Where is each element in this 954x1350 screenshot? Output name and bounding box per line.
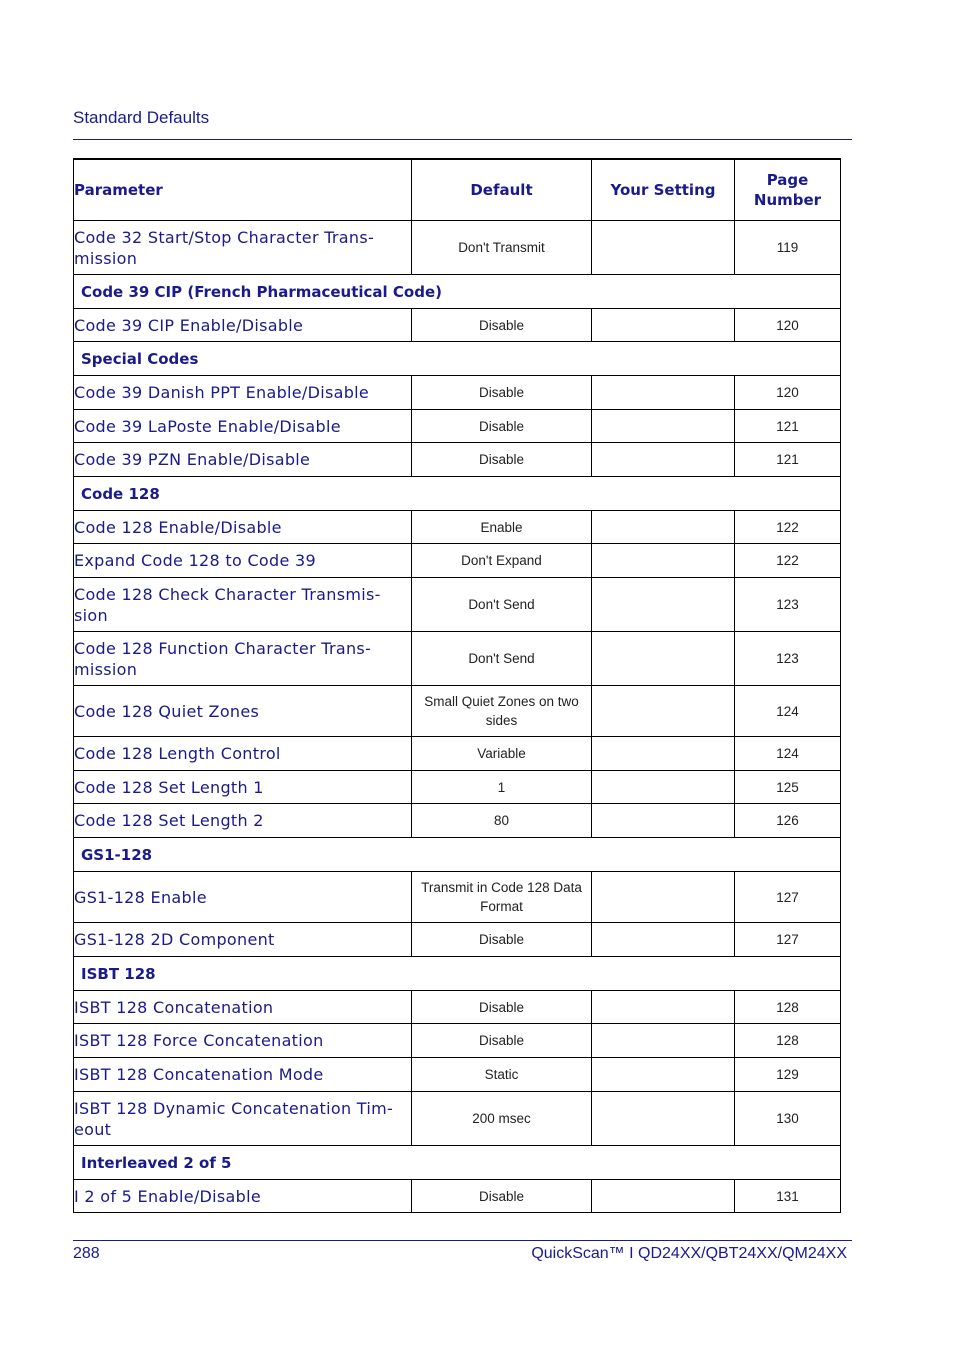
your-setting-cell xyxy=(592,872,735,923)
default-cell: Small Quiet Zones on two sides xyxy=(412,686,592,737)
table-section-row xyxy=(74,275,841,309)
column-header-your-setting: Your Setting xyxy=(592,159,735,221)
your-setting-cell xyxy=(592,1092,735,1146)
page-number-cell: 127 xyxy=(735,923,841,957)
section-label: GS1-128 xyxy=(74,838,841,872)
table-row xyxy=(74,578,841,632)
default-cell: Don't Send xyxy=(412,578,592,632)
default-cell: Enable xyxy=(412,511,592,544)
page-number-cell: 125 xyxy=(735,771,841,804)
table-section-row xyxy=(74,838,841,872)
parameter-cell: Code 128 Quiet Zones xyxy=(74,686,412,737)
parameter-cell: Code 128 Check Character Transmis- sion xyxy=(74,578,412,632)
page-number-cell: 123 xyxy=(735,578,841,632)
your-setting-cell xyxy=(592,376,735,410)
parameter-cell: Code 128 Set Length 1 xyxy=(74,771,412,804)
table-row xyxy=(74,686,841,737)
default-cell: Disable xyxy=(412,309,592,342)
default-cell: 200 msec xyxy=(412,1092,592,1146)
default-cell: Don't Transmit xyxy=(412,221,592,275)
page-number-cell: 122 xyxy=(735,544,841,578)
parameter-cell: Code 128 Set Length 2 xyxy=(74,804,412,838)
section-label: Code 128 xyxy=(74,477,841,511)
your-setting-cell xyxy=(592,511,735,544)
default-cell: Don't Send xyxy=(412,632,592,686)
table-row xyxy=(74,443,841,477)
table-row xyxy=(74,511,841,544)
default-cell: Variable xyxy=(412,737,592,771)
default-cell: Disable xyxy=(412,1180,592,1213)
table-row xyxy=(74,1024,841,1058)
table-header-row xyxy=(74,159,841,221)
parameter-cell: Code 32 Start/Stop Character Trans- mission xyxy=(74,221,412,275)
page-number-cell: 124 xyxy=(735,686,841,737)
section-label: Code 39 CIP (French Pharmaceutical Code) xyxy=(74,275,841,309)
table-row xyxy=(74,221,841,275)
section-label: Special Codes xyxy=(74,342,841,376)
page-number-cell: 127 xyxy=(735,872,841,923)
section-label: Interleaved 2 of 5 xyxy=(74,1146,841,1180)
default-cell: Disable xyxy=(412,1024,592,1058)
default-cell: 1 xyxy=(412,771,592,804)
footer-rule xyxy=(73,1240,852,1241)
page-number-cell: 131 xyxy=(735,1180,841,1213)
table-row xyxy=(74,872,841,923)
parameter-cell: Code 39 CIP Enable/Disable xyxy=(74,309,412,342)
parameter-cell: ISBT 128 Dynamic Concatenation Tim- eout xyxy=(74,1092,412,1146)
default-cell: Static xyxy=(412,1058,592,1092)
page-number-cell: 128 xyxy=(735,991,841,1024)
table-row xyxy=(74,804,841,838)
your-setting-cell xyxy=(592,544,735,578)
your-setting-cell xyxy=(592,737,735,771)
column-header-parameter: Parameter xyxy=(74,159,412,221)
table-row xyxy=(74,1180,841,1213)
table-row xyxy=(74,376,841,410)
table-row xyxy=(74,632,841,686)
your-setting-cell xyxy=(592,771,735,804)
default-cell: Transmit in Code 128 Data Format xyxy=(412,872,592,923)
default-cell: Disable xyxy=(412,376,592,410)
your-setting-cell xyxy=(592,1058,735,1092)
your-setting-cell xyxy=(592,443,735,477)
table-row xyxy=(74,737,841,771)
parameter-cell: Code 128 Function Character Trans- mission xyxy=(74,632,412,686)
page-number-cell: 130 xyxy=(735,1092,841,1146)
page-number-cell: 123 xyxy=(735,632,841,686)
parameter-cell: ISBT 128 Force Concatenation xyxy=(74,1024,412,1058)
your-setting-cell xyxy=(592,221,735,275)
your-setting-cell xyxy=(592,578,735,632)
column-header-page-number: Page Number xyxy=(735,159,841,221)
page-header-title: Standard Defaults xyxy=(73,108,210,127)
column-header-default: Default xyxy=(412,159,592,221)
page-number-cell: 122 xyxy=(735,511,841,544)
default-cell: Don't Expand xyxy=(412,544,592,578)
default-cell: Disable xyxy=(412,991,592,1024)
your-setting-cell xyxy=(592,1180,735,1213)
default-cell: Disable xyxy=(412,410,592,443)
default-cell: 80 xyxy=(412,804,592,838)
parameter-cell: Code 39 Danish PPT Enable/Disable xyxy=(74,376,412,410)
footer-page-number: 288 xyxy=(73,1245,100,1262)
parameter-cell: Code 39 LaPoste Enable/Disable xyxy=(74,410,412,443)
header-rule xyxy=(73,139,852,140)
default-cell: Disable xyxy=(412,923,592,957)
table-row xyxy=(74,1058,841,1092)
parameter-cell: GS1-128 2D Component xyxy=(74,923,412,957)
table-body xyxy=(74,221,841,1213)
default-cell: Disable xyxy=(412,443,592,477)
your-setting-cell xyxy=(592,804,735,838)
your-setting-cell xyxy=(592,309,735,342)
table-row xyxy=(74,544,841,578)
table-row xyxy=(74,923,841,957)
page-number-cell: 126 xyxy=(735,804,841,838)
parameter-cell: Expand Code 128 to Code 39 xyxy=(74,544,412,578)
page-number-cell: 121 xyxy=(735,443,841,477)
page-number-cell: 121 xyxy=(735,410,841,443)
parameter-cell: GS1-128 Enable xyxy=(74,872,412,923)
your-setting-cell xyxy=(592,632,735,686)
page-number-cell: 120 xyxy=(735,376,841,410)
parameter-cell: Code 39 PZN Enable/Disable xyxy=(74,443,412,477)
your-setting-cell xyxy=(592,1024,735,1058)
parameter-cell: ISBT 128 Concatenation xyxy=(74,991,412,1024)
page-number-cell: 120 xyxy=(735,309,841,342)
table-row xyxy=(74,309,841,342)
your-setting-cell xyxy=(592,991,735,1024)
your-setting-cell xyxy=(592,410,735,443)
table-section-row xyxy=(74,342,841,376)
parameter-cell: I 2 of 5 Enable/Disable xyxy=(74,1180,412,1213)
table-row xyxy=(74,991,841,1024)
your-setting-cell xyxy=(592,923,735,957)
table-row xyxy=(74,1092,841,1146)
table-section-row xyxy=(74,1146,841,1180)
table-row xyxy=(74,771,841,804)
parameter-cell: ISBT 128 Concatenation Mode xyxy=(74,1058,412,1092)
defaults-table xyxy=(73,158,841,1213)
table-section-row xyxy=(74,477,841,511)
section-label: ISBT 128 xyxy=(74,957,841,991)
footer-product-name: QuickScan™ I QD24XX/QBT24XX/QM24XX xyxy=(531,1245,847,1262)
page-number-cell: 119 xyxy=(735,221,841,275)
page-number-cell: 124 xyxy=(735,737,841,771)
page-number-cell: 129 xyxy=(735,1058,841,1092)
page-number-cell: 128 xyxy=(735,1024,841,1058)
table-section-row xyxy=(74,957,841,991)
your-setting-cell xyxy=(592,686,735,737)
table-row xyxy=(74,410,841,443)
parameter-cell: Code 128 Length Control xyxy=(74,737,412,771)
parameter-cell: Code 128 Enable/Disable xyxy=(74,511,412,544)
